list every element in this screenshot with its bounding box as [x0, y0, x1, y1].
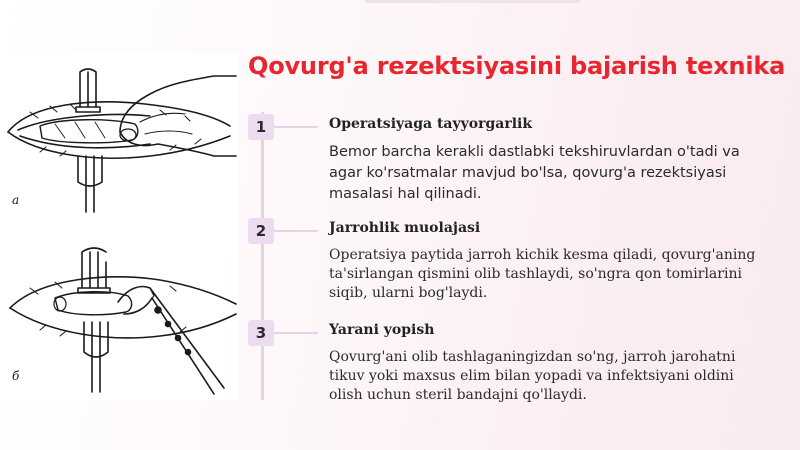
- step-title: Operatsiyaga tayyorgarlik: [329, 116, 533, 132]
- figure-b-drawing: [10, 248, 236, 394]
- figure-label-a: a: [12, 193, 20, 207]
- top-accent-bar: [365, 0, 580, 3]
- slide-title: Qovurg'a rezektsiyasini bajarish texnika: [248, 52, 786, 80]
- step-text: Qovurg'ani olib tashlaganingizdan so'ng, jarroh jarohatni tikuv yoki maxsus elim bilan yopadi va infektsiyani oldini olish uchun steril bandajni qo'llaydi.: [329, 349, 736, 403]
- timeline-line: [261, 112, 264, 400]
- step-title: Yarani yopish: [329, 322, 435, 338]
- figure-a-drawing: [8, 69, 236, 212]
- timeline-connector: [274, 126, 318, 128]
- timeline-connector: [274, 332, 318, 334]
- step-number-badge: 1: [248, 114, 274, 140]
- step-number-badge: 2: [248, 218, 274, 244]
- step-number-badge: 3: [248, 320, 274, 346]
- figure-label-b: б: [12, 369, 20, 383]
- step-title: Jarrohlik muolajasi: [329, 220, 481, 236]
- timeline-connector: [274, 230, 318, 232]
- step-text: Operatsiya paytida jarroh kichik kesma qiladi, qovurg'aning ta'sirlangan qismini olib tashlaydi, so'ngra qon tomirlarini siqib, ularni bog'laydi.: [329, 247, 756, 301]
- surgical-illustration: [0, 52, 238, 400]
- step-text: Bemor barcha kerakli dastlabki tekshiruvlardan o'tadi va agar ko'rsatmalar mavjud bo'lsa, qovurg'a rezektsiyasi masalasi hal qilinadi.: [329, 144, 740, 202]
